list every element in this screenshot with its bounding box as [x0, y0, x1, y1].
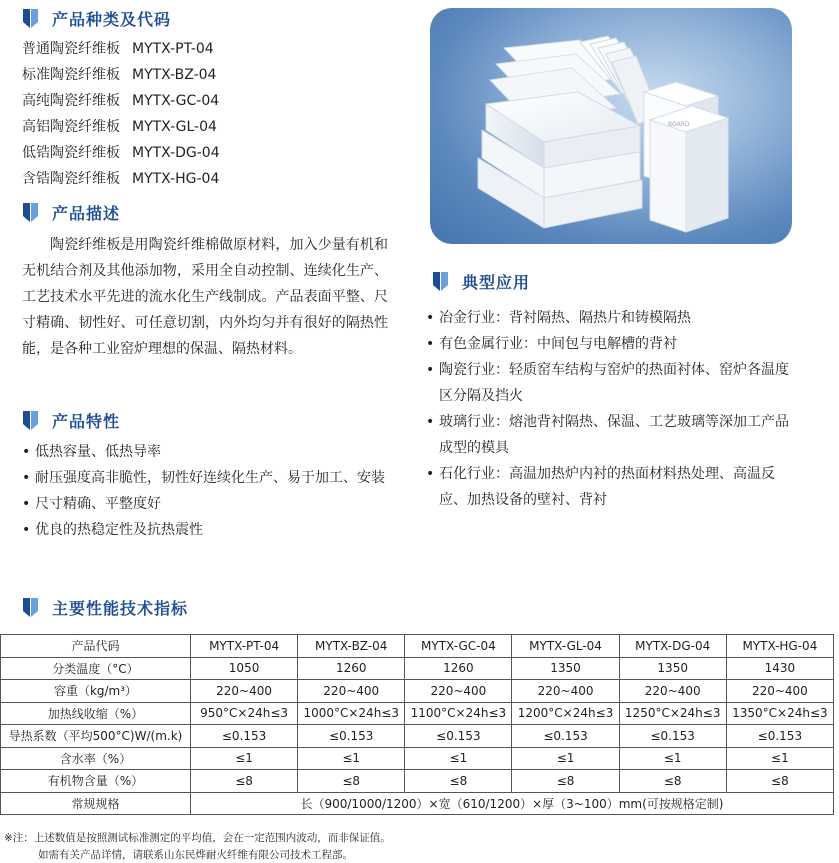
- list-item: • 石化行业：高温加热炉内衬的热面材料热处理、高温反应、加热设备的壁衬、背衬: [426, 461, 796, 513]
- row-label: 含水率（%）: [1, 747, 191, 770]
- table-cell: ≤8: [726, 770, 833, 793]
- table-cell: 1250°C×24h≤3: [619, 702, 726, 725]
- product-type-item: [22, 168, 219, 188]
- footnote-contact: 如需有关产品详情，请联系山东民烨耐火纤维有限公司技术工程部。: [38, 849, 353, 861]
- table-cell: ≤1: [726, 747, 833, 770]
- row-label: 常规规格: [1, 792, 191, 815]
- section-bookmark-icon: [22, 597, 40, 619]
- ceramic-fiber-boards-illustration: [430, 8, 792, 244]
- table-header-cell: MYTX-HG-04: [726, 635, 833, 658]
- section-title: 典型应用: [462, 273, 531, 292]
- table-cell: ≤1: [512, 747, 619, 770]
- table-header-cell: MYTX-GC-04: [405, 635, 512, 658]
- list-item: • 有色金属行业：中间包与电解槽的背衬: [426, 331, 796, 357]
- box-label: BOARD: [668, 121, 690, 128]
- product-photo: [430, 8, 792, 244]
- table-cell: ≤8: [298, 770, 405, 793]
- section-bookmark-icon: [432, 271, 450, 293]
- footnote: ※注：上述数值是按照测试标准测定的平均值，会在一定范围内波动，而非保证值。: [4, 832, 391, 844]
- table-row: [1, 747, 834, 770]
- table-row: [1, 725, 834, 748]
- table-cell: ≤8: [512, 770, 619, 793]
- row-label: 容重（kg/m³）: [1, 680, 191, 703]
- list-item: • 低热容量、低热导率: [22, 439, 394, 465]
- table-cell: 1350: [512, 657, 619, 680]
- product-name: 高铝陶瓷纤维板: [22, 119, 120, 135]
- table-cell: 1260: [405, 657, 512, 680]
- table-row: [1, 657, 834, 680]
- table-header-cell: MYTX-DG-04: [619, 635, 726, 658]
- product-name: 普通陶瓷纤维板: [22, 41, 120, 57]
- product-type-item: [22, 64, 216, 84]
- section-bookmark-icon: [22, 202, 40, 224]
- section-header-specs: [22, 596, 188, 619]
- section-bookmark-icon: [22, 410, 40, 432]
- table-cell: 220~400: [512, 680, 619, 703]
- table-cell: ≤1: [298, 747, 405, 770]
- table-cell: ≤1: [619, 747, 726, 770]
- table-row: [1, 770, 834, 793]
- table-cell: ≤1: [191, 747, 298, 770]
- table-cell: 220~400: [405, 680, 512, 703]
- table-cell: 220~400: [298, 680, 405, 703]
- row-label: 分类温度（°C）: [1, 657, 191, 680]
- table-cell: 220~400: [191, 680, 298, 703]
- table-row: [1, 702, 834, 725]
- product-code: MYTX-GC-04: [132, 93, 220, 109]
- row-label: 加热线收缩（%）: [1, 702, 191, 725]
- section-title: 产品种类及代码: [52, 10, 172, 29]
- table-cell: 220~400: [726, 680, 833, 703]
- product-code: MYTX-BZ-04: [132, 67, 217, 83]
- table-header-row: [1, 635, 834, 658]
- product-description-text: 陶瓷纤维板是用陶瓷纤维棉做原材料，加入少量有机和无机结合剂及其他添加物，采用全自动控制、连续化生产、工艺技术水平先进的流水化生产线制成。产品表面平整、尺寸精确、韧性好、可任意切割，内外均匀并有很好的隔热性能，是各种工业窑炉理想的保温、隔热材料。: [22, 237, 388, 357]
- table-cell: 220~400: [619, 680, 726, 703]
- table-row: [1, 680, 834, 703]
- row-label: 导热系数（平均500°C)W/(m.k): [1, 725, 191, 748]
- table-cell: ≤8: [619, 770, 726, 793]
- section-title: 产品特性: [52, 412, 121, 431]
- table-cell: 1350: [619, 657, 726, 680]
- product-name: 高纯陶瓷纤维板: [22, 93, 120, 109]
- table-header-cell: MYTX-BZ-04: [298, 635, 405, 658]
- product-type-item: [22, 38, 214, 58]
- table-cell: ≤0.153: [191, 725, 298, 748]
- product-code: MYTX-GL-04: [132, 119, 217, 135]
- product-type-item: [22, 116, 217, 136]
- size-spec-cell: 长（900/1000/1200）×宽（610/1200）×厚（3~100）mm(可按规格定制): [191, 792, 834, 815]
- product-type-item: [22, 90, 219, 110]
- section-header-applications: [432, 270, 530, 293]
- table-cell: 1050: [191, 657, 298, 680]
- table-header-cell: 产品代码: [1, 635, 191, 658]
- product-name: 含锆陶瓷纤维板: [22, 171, 120, 187]
- section-title: 主要性能技术指标: [52, 599, 189, 618]
- table-header-cell: MYTX-GL-04: [512, 635, 619, 658]
- product-name: 标准陶瓷纤维板: [22, 67, 120, 83]
- section-header-description: [22, 201, 120, 224]
- product-name: 低锆陶瓷纤维板: [22, 145, 120, 161]
- table-cell: ≤0.153: [298, 725, 405, 748]
- spec-table: [0, 634, 834, 815]
- features-list: [22, 439, 394, 543]
- list-item: • 耐压强度高非脆性，韧性好连续化生产、易于加工、安装: [22, 465, 394, 491]
- list-item: • 玻璃行业：熔池背衬隔热、保温、工艺玻璃等深加工产品成型的模具: [426, 409, 796, 461]
- table-cell: 1200°C×24h≤3: [512, 702, 619, 725]
- list-item: • 尺寸精确、平整度好: [22, 491, 394, 517]
- section-header-types: [22, 7, 171, 30]
- table-cell: 1260: [298, 657, 405, 680]
- table-cell: 1430: [726, 657, 833, 680]
- applications-list: [426, 305, 796, 513]
- product-code: MYTX-DG-04: [132, 145, 220, 161]
- table-header-cell: MYTX-PT-04: [191, 635, 298, 658]
- table-cell: ≤0.153: [512, 725, 619, 748]
- product-code: MYTX-PT-04: [132, 41, 214, 57]
- table-cell: ≤8: [191, 770, 298, 793]
- section-header-features: [22, 409, 120, 432]
- list-item: • 优良的热稳定性及抗热震性: [22, 517, 394, 543]
- table-cell: ≤1: [405, 747, 512, 770]
- list-item: • 冶金行业：背衬隔热、隔热片和铸模隔热: [426, 305, 796, 331]
- section-title: 产品描述: [52, 204, 121, 223]
- table-cell: 1350°C×24h≤3: [726, 702, 833, 725]
- row-label: 有机物含量（%）: [1, 770, 191, 793]
- table-cell: 950°C×24h≤3: [191, 702, 298, 725]
- table-cell: ≤8: [405, 770, 512, 793]
- list-item: • 陶瓷行业：轻质窑车结构与窑炉的热面衬体、窑炉各温度区分隔及挡火: [426, 357, 796, 409]
- table-row: [1, 792, 834, 815]
- table-cell: ≤0.153: [405, 725, 512, 748]
- product-type-item: [22, 142, 220, 162]
- table-cell: 1100°C×24h≤3: [405, 702, 512, 725]
- table-cell: 1000°C×24h≤3: [298, 702, 405, 725]
- table-cell: ≤0.153: [619, 725, 726, 748]
- product-code: MYTX-HG-04: [132, 171, 220, 187]
- table-cell: ≤0.153: [726, 725, 833, 748]
- section-bookmark-icon: [22, 8, 40, 30]
